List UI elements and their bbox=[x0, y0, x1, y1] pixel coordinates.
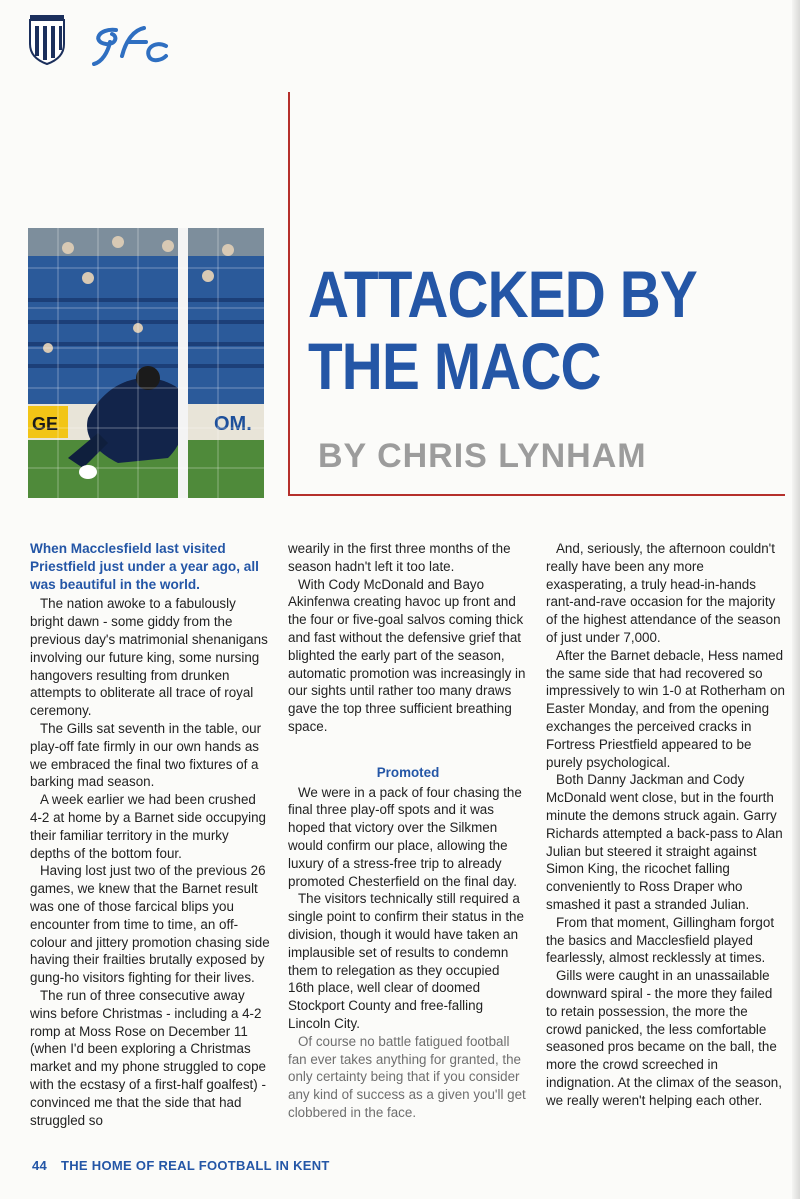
paragraph: After the Barnet debacle, Hess named the same side that had recovered so impressively to win 1-0 at Rotherham on Easter Monday, and from the opening exchanges the perceived cracks in Fortress Priestfield appeared to be purely psychological. bbox=[546, 647, 785, 770]
paragraph: Gills were caught in an unassailable downward spiral - the more they failed to retain possession, the more the crowd panicked, the less comfortable seasoned pros became on the ball, the more the crowd screeched in indignation. At the climax of the season, we really weren't helping each other. bbox=[546, 968, 782, 1108]
article-column-2 bbox=[288, 540, 528, 1122]
paragraph: Of course no battle fatigued football fan ever takes anything for granted, the only certainty being that if you consider any kind of success as a given you'll get clobbered in the face. bbox=[288, 1033, 526, 1120]
paragraph: Both Danny Jackman and Cody McDonald went close, but in the fourth minute the demons struck again. Garry Richards attempted a back-pass to Alan Julian but steered it straight against Simon King, the ricochet falling conveniently to Ross Draper who smashed it past a stranded Julian. bbox=[546, 772, 783, 912]
footer-tagline: THE HOME OF REAL FOOTBALL IN KENT bbox=[60, 1158, 330, 1173]
paragraph: From that moment, Gillingham forgot the basics and Macclesfield played fearlessly, almost recklessly at times. bbox=[546, 914, 775, 966]
paragraph: A week earlier we had been crushed 4-2 at home by a Barnet side occupying their familiar territory in the murky depths of the bottom four. bbox=[30, 792, 266, 861]
paragraph: The visitors technically still required a single point to confirm their status in the division, though it would have taken an implausible set of results to condemn them to relegation as they occupied 16th place, well clear of doomed Stockport County and free-falling Lincoln City. bbox=[288, 891, 524, 1031]
paragraph: The Gills sat seventh in the table, our play-off fate firmly in our own hands as we embraced the final two fixtures of a barking mad season. bbox=[30, 720, 262, 790]
paragraph: We were in a pack of four chasing the final three play-off spots and it was hoped that victory over the Silkmen would confirm our place, allowing the luxury of a stress-free trip to already promoted Chesterfield on the final day. bbox=[288, 784, 522, 889]
headline-line-1: ATTACKED BY bbox=[308, 257, 697, 331]
headline-line-2: THE MACC bbox=[308, 329, 601, 403]
paragraph: The run of three consecutive away wins before Christmas - including a 4-2 romp at Moss Rose on December 11 (when I'd been exploring a Christmas market and my phone struggled to cope with the ecstasy of a first-half goalfest) - convinced me that the side that had struggled so bbox=[30, 987, 266, 1128]
club-crest-logo bbox=[28, 14, 66, 66]
article-lead: When Macclesfield last visited Priestfield just under a year ago, all was beautiful in the world. bbox=[30, 541, 259, 592]
paragraph: wearily in the first three months of the season hadn't left it too late. bbox=[288, 541, 511, 574]
page-edge-shadow bbox=[792, 0, 800, 1199]
match-photo-illustration bbox=[28, 228, 264, 498]
section-subhead: Promoted bbox=[376, 764, 440, 780]
paragraph: With Cody McDonald and Bayo Akinfenwa creating havoc up front and the four or five-goal salvos coming thick and fast without the defensive grief that blighted the early part of the season, automatic promotion was increasingly in our sights until rather too many draws gave the top three sufficient breathing space. bbox=[288, 576, 526, 734]
photo-banner-left-text: GE bbox=[32, 414, 59, 434]
article-headline bbox=[308, 258, 712, 402]
red-vertical-rule bbox=[288, 92, 290, 496]
article-byline: BY CHRIS LYNHAM bbox=[318, 437, 647, 475]
red-horizontal-rule bbox=[288, 494, 785, 496]
page-number: 44 bbox=[32, 1158, 48, 1173]
paragraph: Having lost just two of the previous 26 games, we knew that the Barnet result was one of those farcical blips you encounter from time to time, an off-colour and jittery promotion chasing side having their frailties brutally exposed by gung-ho visitors fighting for their lives. bbox=[30, 863, 270, 986]
article-column-1 bbox=[30, 540, 270, 1129]
paragraph: The nation awoke to a fabulously bright dawn - some giddy from the previous day's matrimonial shenanigans involving our future king, some nursing hangovers resulting from drunken attempts to obliterate all trace of royal ceremony. bbox=[30, 596, 268, 719]
page-footer bbox=[32, 1158, 340, 1173]
article-column-3 bbox=[546, 540, 786, 1110]
photo-banner-right-text: OM. bbox=[214, 413, 252, 435]
match-photo bbox=[28, 228, 264, 498]
paragraph: And, seriously, the afternoon couldn't really have been any more exasperating, a truly head-in-hands rant-and-rave occasion for the majority of the highest attendance of the season of just under 7,000. bbox=[546, 541, 781, 645]
gfc-script-logo bbox=[88, 20, 170, 68]
